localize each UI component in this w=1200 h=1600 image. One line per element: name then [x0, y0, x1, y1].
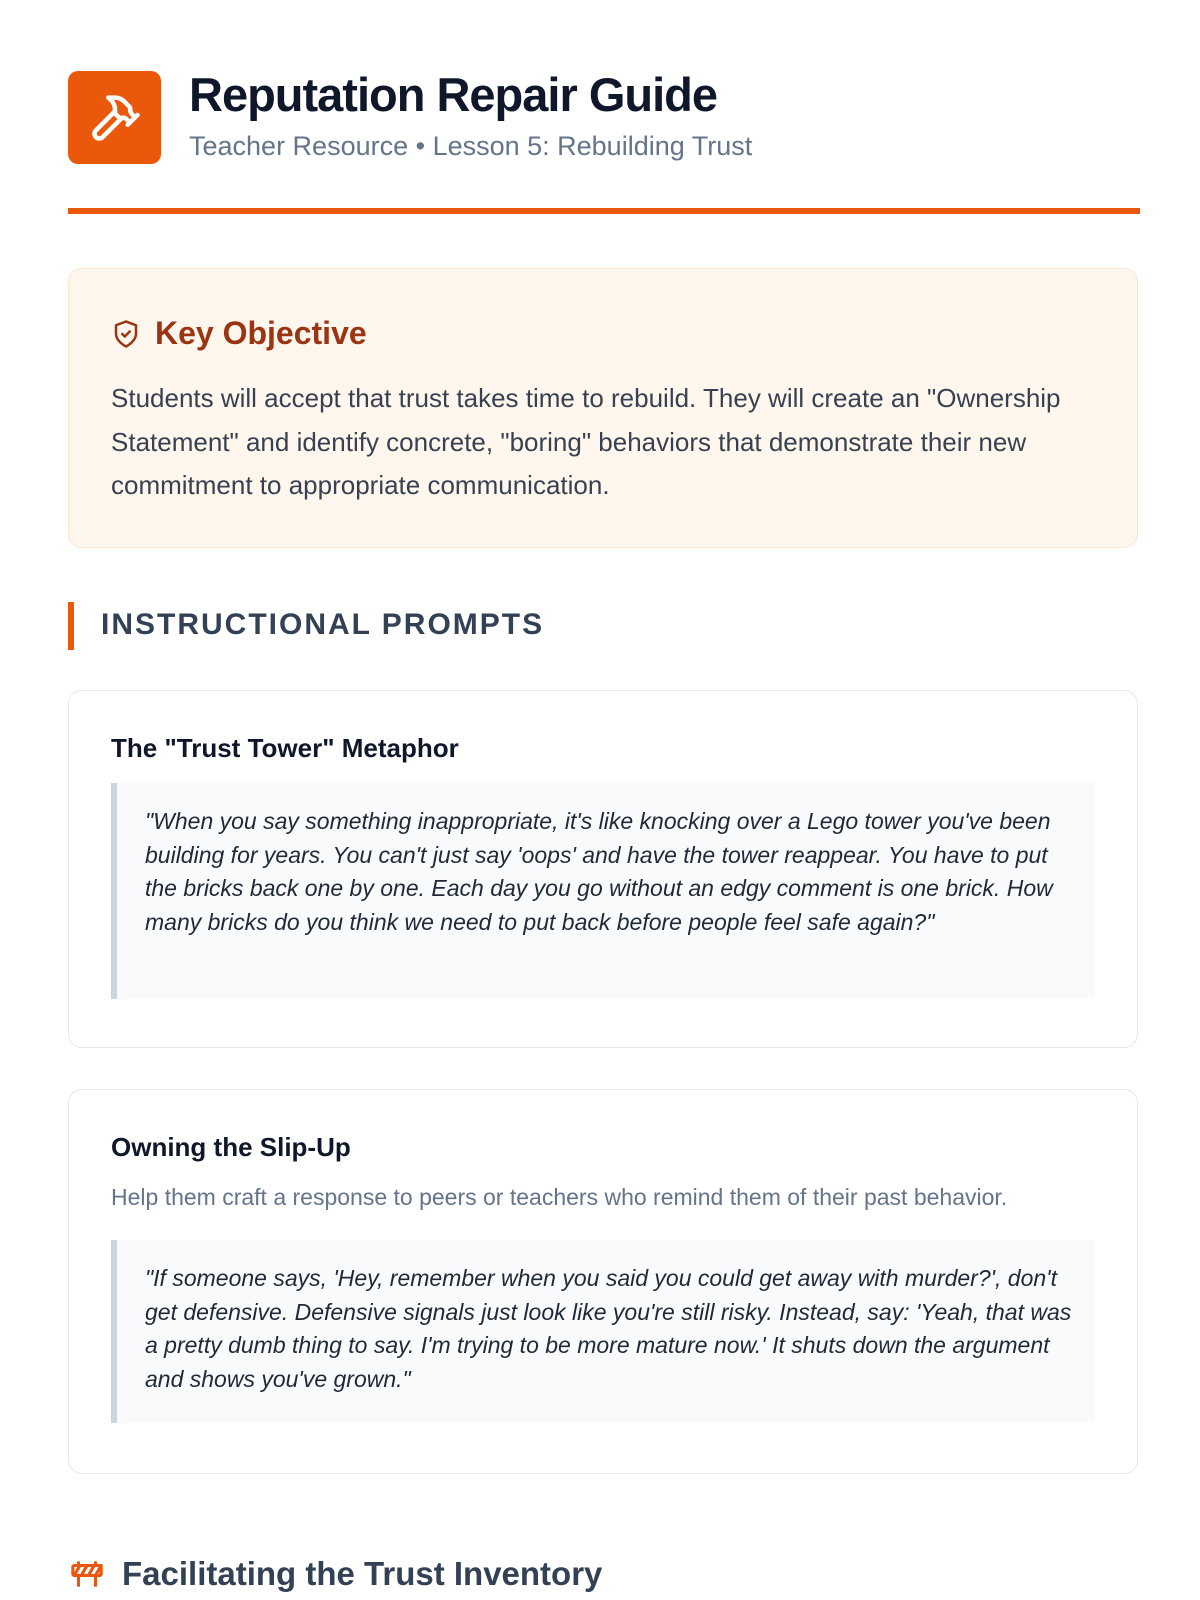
page-subtitle: Teacher Resource • Lesson 5: Rebuilding Trust [189, 131, 753, 161]
prompt-card-title: The "Trust Tower" Metaphor [111, 733, 459, 763]
shield-check-icon [111, 319, 141, 349]
key-objective-heading [111, 315, 367, 352]
page-title: Reputation Repair Guide [189, 68, 717, 121]
section-title: INSTRUCTIONAL PROMPTS [101, 608, 545, 641]
prompt-quote: "If someone says, 'Hey, remember when you said you could get away with murder?', don't get defensive. Defensive signals just look like you're still risky. Instead, say: 'Yeah, that was a pretty dumb thing to say. I'm trying to be more mature now.' It shuts down the argument and shows you've grown." [111, 1240, 1095, 1423]
key-objective-text: Students will accept that trust takes time to rebuild. They will create an "Ownership Statement" and identify concrete, "boring" behaviors that demonstrate their new commitment to appropriate communication. [111, 383, 1061, 500]
prompt-card [68, 1089, 1138, 1474]
hammer-icon [88, 91, 142, 145]
header [68, 68, 1140, 215]
barrier-icon [68, 1557, 106, 1591]
prompt-quote: "When you say something inappropriate, it's like knocking over a Lego tower you've been building for years. You can't just say 'oops' and have the tower reappear. You have to put the bricks back one by one. Each day you go without an edgy comment is one brick. How many bricks do you think we need to put back before people feel safe again?" [111, 783, 1095, 999]
key-objective-box [68, 268, 1138, 548]
key-objective-title: Key Objective [155, 315, 367, 351]
next-section-heading [68, 1555, 602, 1593]
next-section-title: Facilitating the Trust Inventory [122, 1555, 603, 1592]
prompt-card-title: Owning the Slip-Up [111, 1132, 351, 1162]
prompt-card [68, 690, 1138, 1048]
prompt-card-description: Help them craft a response to peers or teachers who remind them of their past behavior. [111, 1184, 1008, 1210]
header-divider [68, 208, 1140, 214]
section-accent-bar [68, 602, 74, 650]
logo [68, 71, 161, 164]
